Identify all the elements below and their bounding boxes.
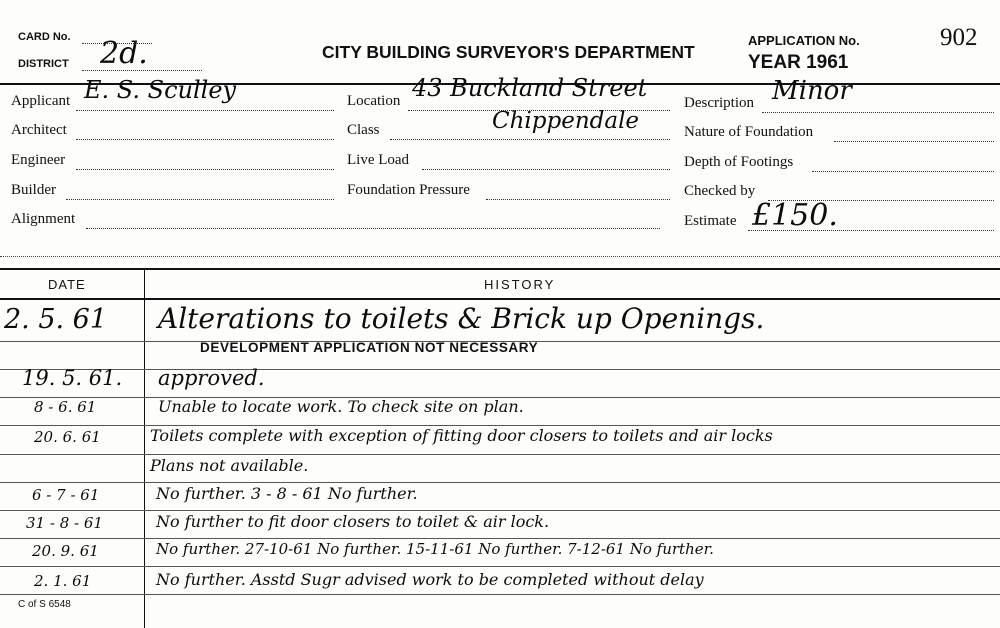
- applicant-line: [76, 110, 334, 111]
- foundation-pressure-line: [486, 199, 670, 200]
- builder-line: [66, 199, 334, 200]
- engineer-label: Engineer: [11, 152, 66, 168]
- history-top-rule: [0, 268, 1000, 270]
- date-column-divider: [144, 268, 145, 628]
- alignment-label: Alignment: [11, 211, 76, 227]
- district-label: DISTRICT: [18, 58, 69, 70]
- history-date: 6 - 7 - 61: [32, 486, 100, 504]
- engineer-line: [76, 169, 334, 170]
- history-text: Unable to locate work. To check site on plan.: [158, 397, 524, 416]
- history-text: Alterations to toilets & Brick up Openings.: [158, 302, 765, 335]
- history-header-rule: [0, 298, 1000, 300]
- history-date: 20. 6. 61: [34, 428, 101, 446]
- department-title: CITY BUILDING SURVEYOR'S DEPARTMENT: [322, 42, 695, 62]
- date-header: DATE: [48, 277, 86, 292]
- nature-of-foundation-label: Nature of Foundation: [684, 124, 814, 140]
- row-rule: [0, 454, 1000, 455]
- history-date: 31 - 8 - 61: [26, 514, 103, 532]
- class-label: Class: [347, 122, 380, 138]
- history-text: No further. 27-10-61 No further. 15-11-61 No further. 7-12-61 No further.: [156, 540, 714, 558]
- district-value: 2d.: [100, 36, 148, 71]
- row-rule: [0, 566, 1000, 567]
- history-header: HISTORY: [484, 277, 556, 292]
- row-rule: [0, 510, 1000, 511]
- history-date: 2. 1. 61: [34, 572, 92, 590]
- description-line: [762, 112, 994, 113]
- form-number: C of S 6548: [18, 599, 71, 610]
- card-no-label: CARD No.: [18, 31, 71, 43]
- history-text: No further. 3 - 8 - 61 No further.: [156, 484, 418, 503]
- row-rule: [0, 482, 1000, 483]
- applicant-label: Applicant: [11, 93, 71, 109]
- foundation-pressure-label: Foundation Pressure: [347, 182, 470, 198]
- history-text: approved.: [158, 366, 265, 390]
- description-label: Description: [684, 95, 754, 111]
- row-rule: [0, 538, 1000, 539]
- live-load-label: Live Load: [347, 152, 410, 168]
- depth-of-footings-label: Depth of Footings: [684, 154, 794, 170]
- history-date: 19. 5. 61.: [22, 366, 123, 390]
- location-label: Location: [347, 93, 401, 109]
- alignment-line: [86, 228, 660, 229]
- description-value: Minor: [772, 76, 852, 106]
- application-no-value: 902: [940, 24, 978, 51]
- row-rule: [0, 594, 1000, 595]
- history-text: No further to fit door closers to toilet & air lock.: [156, 512, 550, 531]
- applicant-value: E. S. Sculley: [84, 76, 237, 104]
- year-label: YEAR 1961: [748, 52, 849, 73]
- history-date: 8 - 6. 61: [34, 398, 97, 416]
- history-text: No further. Asstd Sugr advised work to be completed without delay: [156, 570, 704, 589]
- location-value: 43 Buckland Street: [412, 74, 648, 102]
- history-date: 2. 5. 61: [4, 304, 108, 335]
- architect-label: Architect: [11, 122, 67, 138]
- nature-of-foundation-line: [834, 141, 994, 142]
- history-text: Plans not available.: [150, 456, 309, 475]
- estimate-label: Estimate: [684, 213, 737, 229]
- row-rule: [0, 369, 1000, 370]
- checked-by-label: Checked by: [684, 183, 756, 199]
- live-load-line: [422, 169, 670, 170]
- fields-bottom-rule: [0, 256, 1000, 257]
- history-text: Toilets complete with exception of fitting door closers to toilets and air locks: [150, 426, 773, 445]
- class-value: Chippendale: [492, 108, 640, 134]
- estimate-value: £150.: [752, 198, 838, 233]
- development-stamp: DEVELOPMENT APPLICATION NOT NECESSARY: [200, 340, 539, 355]
- depth-of-footings-line: [812, 171, 994, 172]
- class-line: [390, 139, 670, 140]
- builder-label: Builder: [11, 182, 56, 198]
- application-no-label: APPLICATION No.: [748, 33, 860, 48]
- history-date: 20. 9. 61: [32, 542, 99, 560]
- architect-line: [76, 139, 334, 140]
